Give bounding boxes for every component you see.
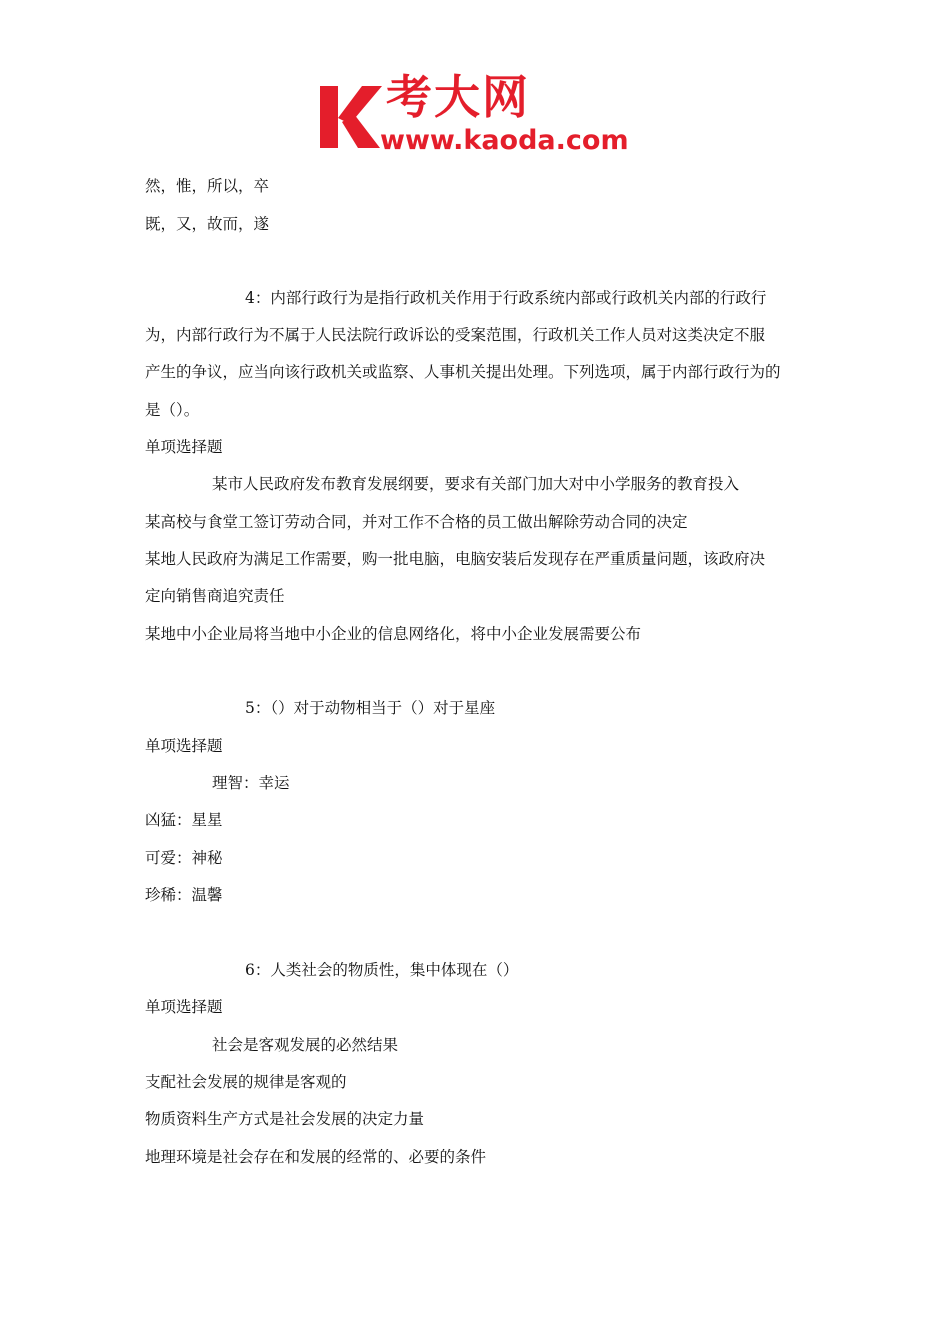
q4-stem-line-3: 产生的争议，应当向该行政机关或监察、人事机关提出处理。下列选项，属于内部行政行为的 <box>145 363 781 381</box>
q4-option-c-line-2: 定向销售商追究责任 <box>145 587 285 605</box>
q4-stem-line-1: 4：内部行政行为是指行政机关作用于行政系统内部或行政机关内部的行政行 <box>245 289 767 307</box>
q4-option-b: 某高校与食堂工签订劳动合同，并对工作不合格的员工做出解除劳动合同的决定 <box>145 513 688 531</box>
q4-option-d: 某地中小企业局将当地中小企业的信息网络化，将中小企业发展需要公布 <box>145 625 642 643</box>
q5-stem: 5：（）对于动物相当于（）对于星座 <box>245 699 496 717</box>
q4-question-type: 单项选择题 <box>145 438 223 456</box>
q6-stem: 6：人类社会的物质性，集中体现在（） <box>245 961 519 979</box>
q4-option-a: 某市人民政府发布教育发展纲要，要求有关部门加大对中小学服务的教育投入 <box>212 475 740 493</box>
q5-question-type: 单项选择题 <box>145 737 223 755</box>
q6-option-a: 社会是客观发展的必然结果 <box>212 1036 399 1054</box>
q4-option-c-line-1: 某地人民政府为满足工作需要，购一批电脑，电脑安装后发现存在严重质量问题，该政府决 <box>145 550 766 568</box>
q5-option-a: 理智：幸运 <box>212 774 290 792</box>
kaoda-logo <box>318 70 640 160</box>
q4-stem-line-2: 为，内部行政行为不属于人民法院行政诉讼的受案范围，行政机关工作人员对这类决定不服 <box>145 326 766 344</box>
q3-option-c: 然，惟，所以，卒 <box>145 177 270 195</box>
q6-option-b: 支配社会发展的规律是客观的 <box>145 1073 347 1091</box>
q4-stem-line-4: 是（）。 <box>145 401 200 419</box>
q6-option-d: 地理环境是社会存在和发展的经常的、必要的条件 <box>145 1148 487 1166</box>
q3-option-d: 既，又，故而，遂 <box>145 215 270 233</box>
brand-url: www.kaoda.com <box>380 125 629 156</box>
q5-option-c: 可爱：神秘 <box>145 849 223 867</box>
q6-option-c: 物质资料生产方式是社会发展的决定力量 <box>145 1110 425 1128</box>
brand-chinese-name: 考大网 <box>386 70 530 124</box>
q5-option-b: 凶猛：星星 <box>145 811 223 829</box>
q5-option-d: 珍稀：温馨 <box>145 886 223 904</box>
q6-question-type: 单项选择题 <box>145 998 223 1016</box>
